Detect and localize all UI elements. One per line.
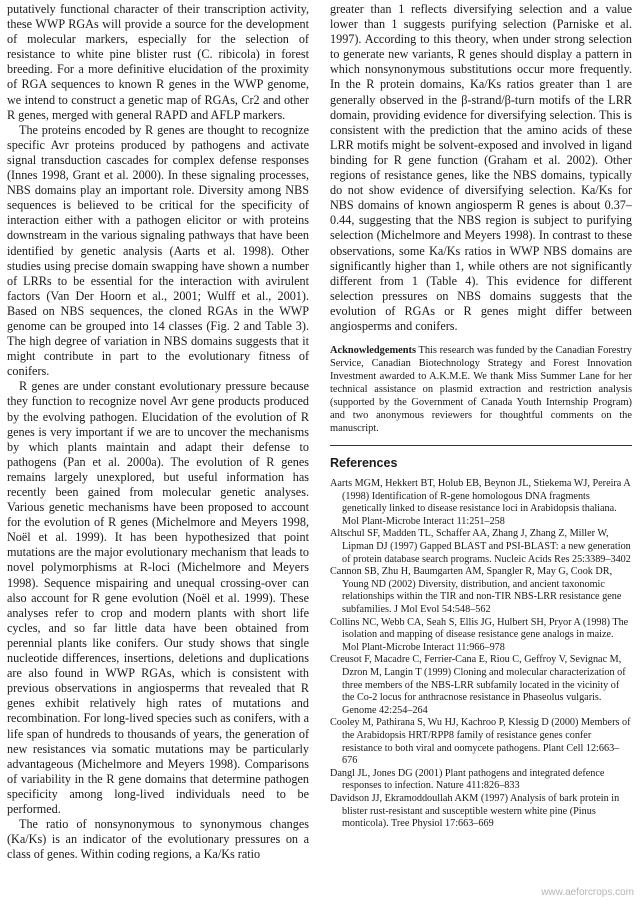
acknowledgements-heading: Acknowledgements bbox=[330, 345, 417, 357]
body-paragraph: The proteins encoded by R genes are thought to recognize specific Avr proteins produced by pathogens and activate signal transduction cascades for complex defense responses (Innes 1998, Grant et al. 2000). In these signaling processes, NBS domains play an important role. Diversity among NBS sequences is believed to be critical for the specificity of interaction either with a pathogen elicitor or with proteins downstream in the various signaling pathways that have been identified by genetic analysis (Aarts et al. 1998). Other studies using precise domain swapping have shown a number of LRRs to be essential for the interaction with avirulent factors (Van Der Hoorn et al., 2001; Wulff et al., 2001). Based on NBS sequences, the cloned RGAs in the WWP genome can be grouped into 14 classes (Fig. 2 and Table 3). The high degree of variation in NBS domains suggests that it might contribute in part to the evolutionary fitness of conifers. bbox=[7, 122, 309, 379]
right-column bbox=[330, 2, 632, 831]
body-paragraph: greater than 1 reflects diversifying selection and a value lower than 1 suggests purifying selection (Parniske et al. 1997). According to this theory, when under strong selection to generate new variants, R genes should display a pattern in which nonsynonymous substitutions occur more frequently. In the R protein domains, Ka/Ks ratios greater than 1 are generally observed in the β-strand/β-turn motifs of the LRR domain, providing evidence for diversifying selection. This is consistent with the prediction that the amino acids of these LRR motifs might be solvent-exposed and involved in ligand binding for R gene function (Graham et al. 2002). Other regions of resistance genes, like the NBS domains, typically do not show evidence of diversifying selection. Ka/Ks for NBS domains of known angiosperm R genes is about 0.37–0.44, suggesting that the NBS region is subject to purifying selection (Michelmore and Meyers 1998). In contrast to these observations, some Ka/Ks ratios in WWP NBS domains are significantly higher than 1, while others are not significantly different from 1 (Table 4). This evidence for different selection pressures on NBS domains suggests that the evolution of RGAs or R genes might differ between angiosperms and conifers. bbox=[330, 2, 632, 333]
reference-list bbox=[330, 478, 632, 831]
reference-item: Davidson JJ, Ekramoddoullah AKM (1997) Analysis of bark protein in blister rust-resistant and susceptible western white pine (Pinus monticola). Tree Physiol 17:663–669 bbox=[330, 792, 620, 830]
body-paragraph: R genes are under constant evolutionary pressure because they function to recognize novel Avr gene products produced by the evolving pathogen. Elucidation of the evolution of R genes is very important if we are to uncover the mechanisms by which plants maintain and adapt their defense to pathogens (Pan et al. 2000a). The evolution of R genes remains largely unexplored, but useful information has recently been gained from molecular genetic analyses. Various genetic mechanisms have been proposed to account for the evolution of R genes (Michelmore and Meyers 1998, Noël et al. 1999). It has been hypothesized that point mutations are the major evolutionary mechanism that leads to novel polymorphisms at R-loci (Michelmore and Meyers 1998). Sequence mispairing and unequal crossing-over can also account for R gene evolution (Noël et al. 1999). These analyses refer to crop and modern plants with short life cycles, and so far little data have been obtained from perennial plants like conifers. Our study shows that single nucleotide differences, insertions, deletions and duplications are also found in WWP RGAs, which is consistent with previous observations in angiosperms that revealed that R genes exhibit relatively high rates of mutations and recombination. For long-lived species such as conifers, with a life span of hundreds to thousands of years, the generation of new resistances via somatic mutations may be particularly advantageous (Michelmore and Meyers 1998). Comparisons of variability in the R gene domains that determine pathogen specificity among long-lived individuals need to be performed. bbox=[7, 379, 309, 816]
reference-item: Aarts MGM, Hekkert BT, Holub EB, Beynon JL, Stiekema WJ, Pereira A (1998) Identification of R-gene homologous DNA fragments genetically linked to disease resistance loci in Arabidopsis thaliana. Mol Plant-Microbe Interact 11:251–258 bbox=[330, 478, 631, 527]
reference-item: Cooley M, Pathirana S, Wu HJ, Kachroo P, Klessig D (2000) Members of the Arabidopsis HRT/RPP8 family of resistance genes confer resistance to both viral and oomycete pathogens. Plant Cell 12:663–676 bbox=[330, 717, 631, 767]
reference-item: Cannon SB, Zhu H, Baumgarten AM, Spangler R, May G, Cook DR, Young ND (2002) Diversity, distribution, and ancient taxonomic relationships within the TIR and non-TIR NBS-LRR resistance gene subfamilies. J Mol Evol 54:548–562 bbox=[330, 566, 622, 615]
body-paragraph: putatively functional character of their transcription activity, these WWP RGAs will provide a source for the development of molecular markers, especially for the selection of resistance to white pine blister rust (C. ribicola) in forest breeding. For a more definitive elucidation of the proximity of RGA sequences to known R genes in the WWP genome, we intend to construct a genetic map of RGAs, Cr2 and other R genes, merged with general RAPD and AFLP markers. bbox=[7, 2, 309, 122]
reference-item: Altschul SF, Madden TL, Schaffer AA, Zhang J, Zhang Z, Miller W, Lipman DJ (1997) Gapped BLAST and PSI-BLAST: a new generation of protein database search programs. Nucleic Acids Res 25:3389–3402 bbox=[330, 528, 631, 565]
reference-item: Collins NC, Webb CA, Seah S, Ellis JG, Hulbert SH, Pryor A (1998) The isolation and mapping of disease resistance gene analogs in maize. Mol Plant-Microbe Interact 11:966–978 bbox=[330, 616, 629, 653]
left-column bbox=[7, 2, 309, 862]
reference-item: Creusot F, Macadre C, Ferrier-Cana E, Riou C, Geffroy V, Sevignac M, Dzron M, Langin T (1999) Cloning and molecular characterization of three members of the NBS-LRR subfamily located in the vicinity of the Co-2 locus for anthracnose resistance in Phaseolus vulgaris. Genome 42:254–264 bbox=[330, 654, 626, 716]
watermark: www.aeforcrops.com bbox=[541, 887, 634, 898]
acknowledgements bbox=[330, 344, 632, 435]
acknowledgements-text: This research was funded by the Canadian Forestry Service, Canadian Biotechnology Strategy and Forest Innovation Investment awarded to A.K.M.E. We thank Miss Summer Lane for her technical assistance on plasmid extraction and restriction analysis (supported by the Government of Canada Youth Internship Program) and two anonymous reviewers for thoughtful comments on the manuscript. bbox=[330, 345, 632, 435]
reference-item: Dangl JL, Jones DG (2001) Plant pathogens and integrated defence responses to infection. Nature 411:826–833 bbox=[330, 767, 605, 792]
body-paragraph: The ratio of nonsynonymous to synonymous changes (Ka/Ks) is an indicator of the evolutionary pressures on a class of genes. Within coding regions, a Ka/Ks ratio bbox=[7, 817, 309, 862]
references-heading: References bbox=[330, 456, 398, 471]
section-divider bbox=[330, 445, 632, 446]
